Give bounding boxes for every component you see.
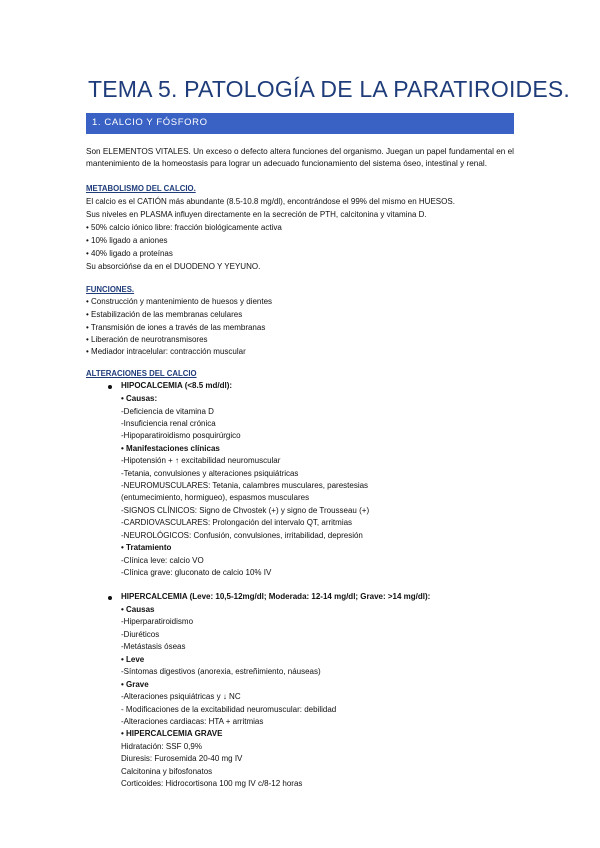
metabolismo-line: • 50% calcio iónico libre: fracción biológicamente activa xyxy=(86,223,282,232)
metabolismo-line: • 10% ligado a aniones xyxy=(86,236,168,245)
hiper-line: • Grave xyxy=(121,680,149,689)
hipo-line: -NEUROLÓGICOS: Confusión, convulsiones, irritabilidad, depresión xyxy=(121,531,363,540)
hiper-line: Diuresis: Furosemida 20-40 mg IV xyxy=(121,754,243,763)
funciones-heading: FUNCIONES. xyxy=(86,285,135,294)
hipo-line: -Insuficiencia renal crónica xyxy=(121,419,216,428)
hiper-line: Calcitonina y bifosfonatos xyxy=(121,767,213,776)
funciones-line: • Construcción y mantenimiento de huesos y dientes xyxy=(86,297,273,306)
hiper-line: Hidratación: SSF 0,9% xyxy=(121,742,202,751)
metabolismo-line: • 40% ligado a proteínas xyxy=(86,249,173,258)
hipo-line: -NEUROMUSCULARES: Tetania, calambres musculares, parestesias xyxy=(121,481,369,490)
metabolismo-line: Sus niveles en PLASMA influyen directamente en la secreción de PTH, calcitonina y vitamina D. xyxy=(86,210,427,219)
hipo-line: -Deficiencia de vitamina D xyxy=(121,407,214,416)
hiper-line: - Modificaciones de la excitabilidad neuromuscular: debilidad xyxy=(121,705,337,714)
hipo-line: -CARDIOVASCULARES: Prolongación del intervalo QT, arritmias xyxy=(121,518,353,527)
hipo-line: • Causas: xyxy=(121,394,158,403)
funciones-line: • Estabilización de las membranas celulares xyxy=(86,310,243,319)
metabolismo-heading: METABOLISMO DEL CALCIO. xyxy=(86,184,196,193)
intro-paragraph: Son ELEMENTOS VITALES. Un exceso o defecto altera funciones del organismo. Juegan un papel fundamental en el mantenimiento de la homeostasis para lograr un adecuado funcionamiento del sistema óseo, intestinal y renal. xyxy=(86,147,514,168)
bullet-icon xyxy=(108,385,112,389)
funciones-line: • Mediador intracelular: contracción muscular xyxy=(86,347,246,356)
hiper-line: • Causas xyxy=(121,605,155,614)
hipercalcemia-title: HIPERCALCEMIA (Leve: 10,5-12mg/dl; Moderada: 12-14 mg/dl; Grave: >14 mg/dl): xyxy=(121,592,431,601)
hiper-line: • HIPERCALCEMIA GRAVE xyxy=(121,729,223,738)
page-title: TEMA 5. PATOLOGÍA DE LA PARATIROIDES. xyxy=(88,76,571,102)
hiper-line: -Alteraciones psiquiátricas y ↓ NC xyxy=(121,692,241,701)
section-header xyxy=(86,113,514,134)
metabolismo-line: El calcio es el CATIÓN más abundante (8.5-10.8 mg/dl), encontrándose el 99% del mismo en HUESOS. xyxy=(86,197,455,206)
hipo-line: -Tetania, convulsiones y alteraciones psiquiátricas xyxy=(121,469,299,478)
hiper-line: • Leve xyxy=(121,655,145,664)
hipo-line: • Tratamiento xyxy=(121,543,172,552)
hipocalcemia-title: HIPOCALCEMIA (<8.5 md/dl): xyxy=(121,381,233,390)
hipo-line: • Manifestaciones clínicas xyxy=(121,444,220,453)
hiper-line: -Hiperparatiroidismo xyxy=(121,617,194,626)
hipo-line: -Clínica grave: gluconato de calcio 10% IV xyxy=(121,568,272,577)
hipo-line: -Hipotensión + ↑ excitabilidad neuromuscular xyxy=(121,456,281,465)
hiper-line: -Metástasis óseas xyxy=(121,642,186,651)
section-title: 1. CALCIO Y FÓSFORO xyxy=(92,117,208,128)
hipo-line: -SIGNOS CLÍNICOS: Signo de Chvostek (+) y signo de Trousseau (+) xyxy=(121,506,370,515)
hiper-line: -Alteraciones cardiacas: HTA + arritmias xyxy=(121,717,264,726)
hiper-line: -Diuréticos xyxy=(121,630,160,639)
hiper-line: -Síntomas digestivos (anorexia, estreñimiento, náuseas) xyxy=(121,667,321,676)
funciones-line: • Transmisión de iones a través de las membranas xyxy=(86,323,266,332)
hipo-line: -Clínica leve: calcio VO xyxy=(121,556,204,565)
metabolismo-line: Su absorcióńse da en el DUODENO Y YEYUNO. xyxy=(86,262,261,271)
alteraciones-heading: ALTERACIONES DEL CALCIO xyxy=(86,369,197,378)
hipo-line: (entumecimiento, hormigueo), espasmos musculares xyxy=(121,493,310,502)
hipo-line: -Hipoparatiroidismo posquirúrgico xyxy=(121,431,241,440)
bullet-icon xyxy=(108,596,112,600)
funciones-line: • Liberación de neurotransmisores xyxy=(86,335,208,344)
hiper-line: Corticoides: Hidrocortisona 100 mg IV c/8-12 horas xyxy=(121,779,303,788)
